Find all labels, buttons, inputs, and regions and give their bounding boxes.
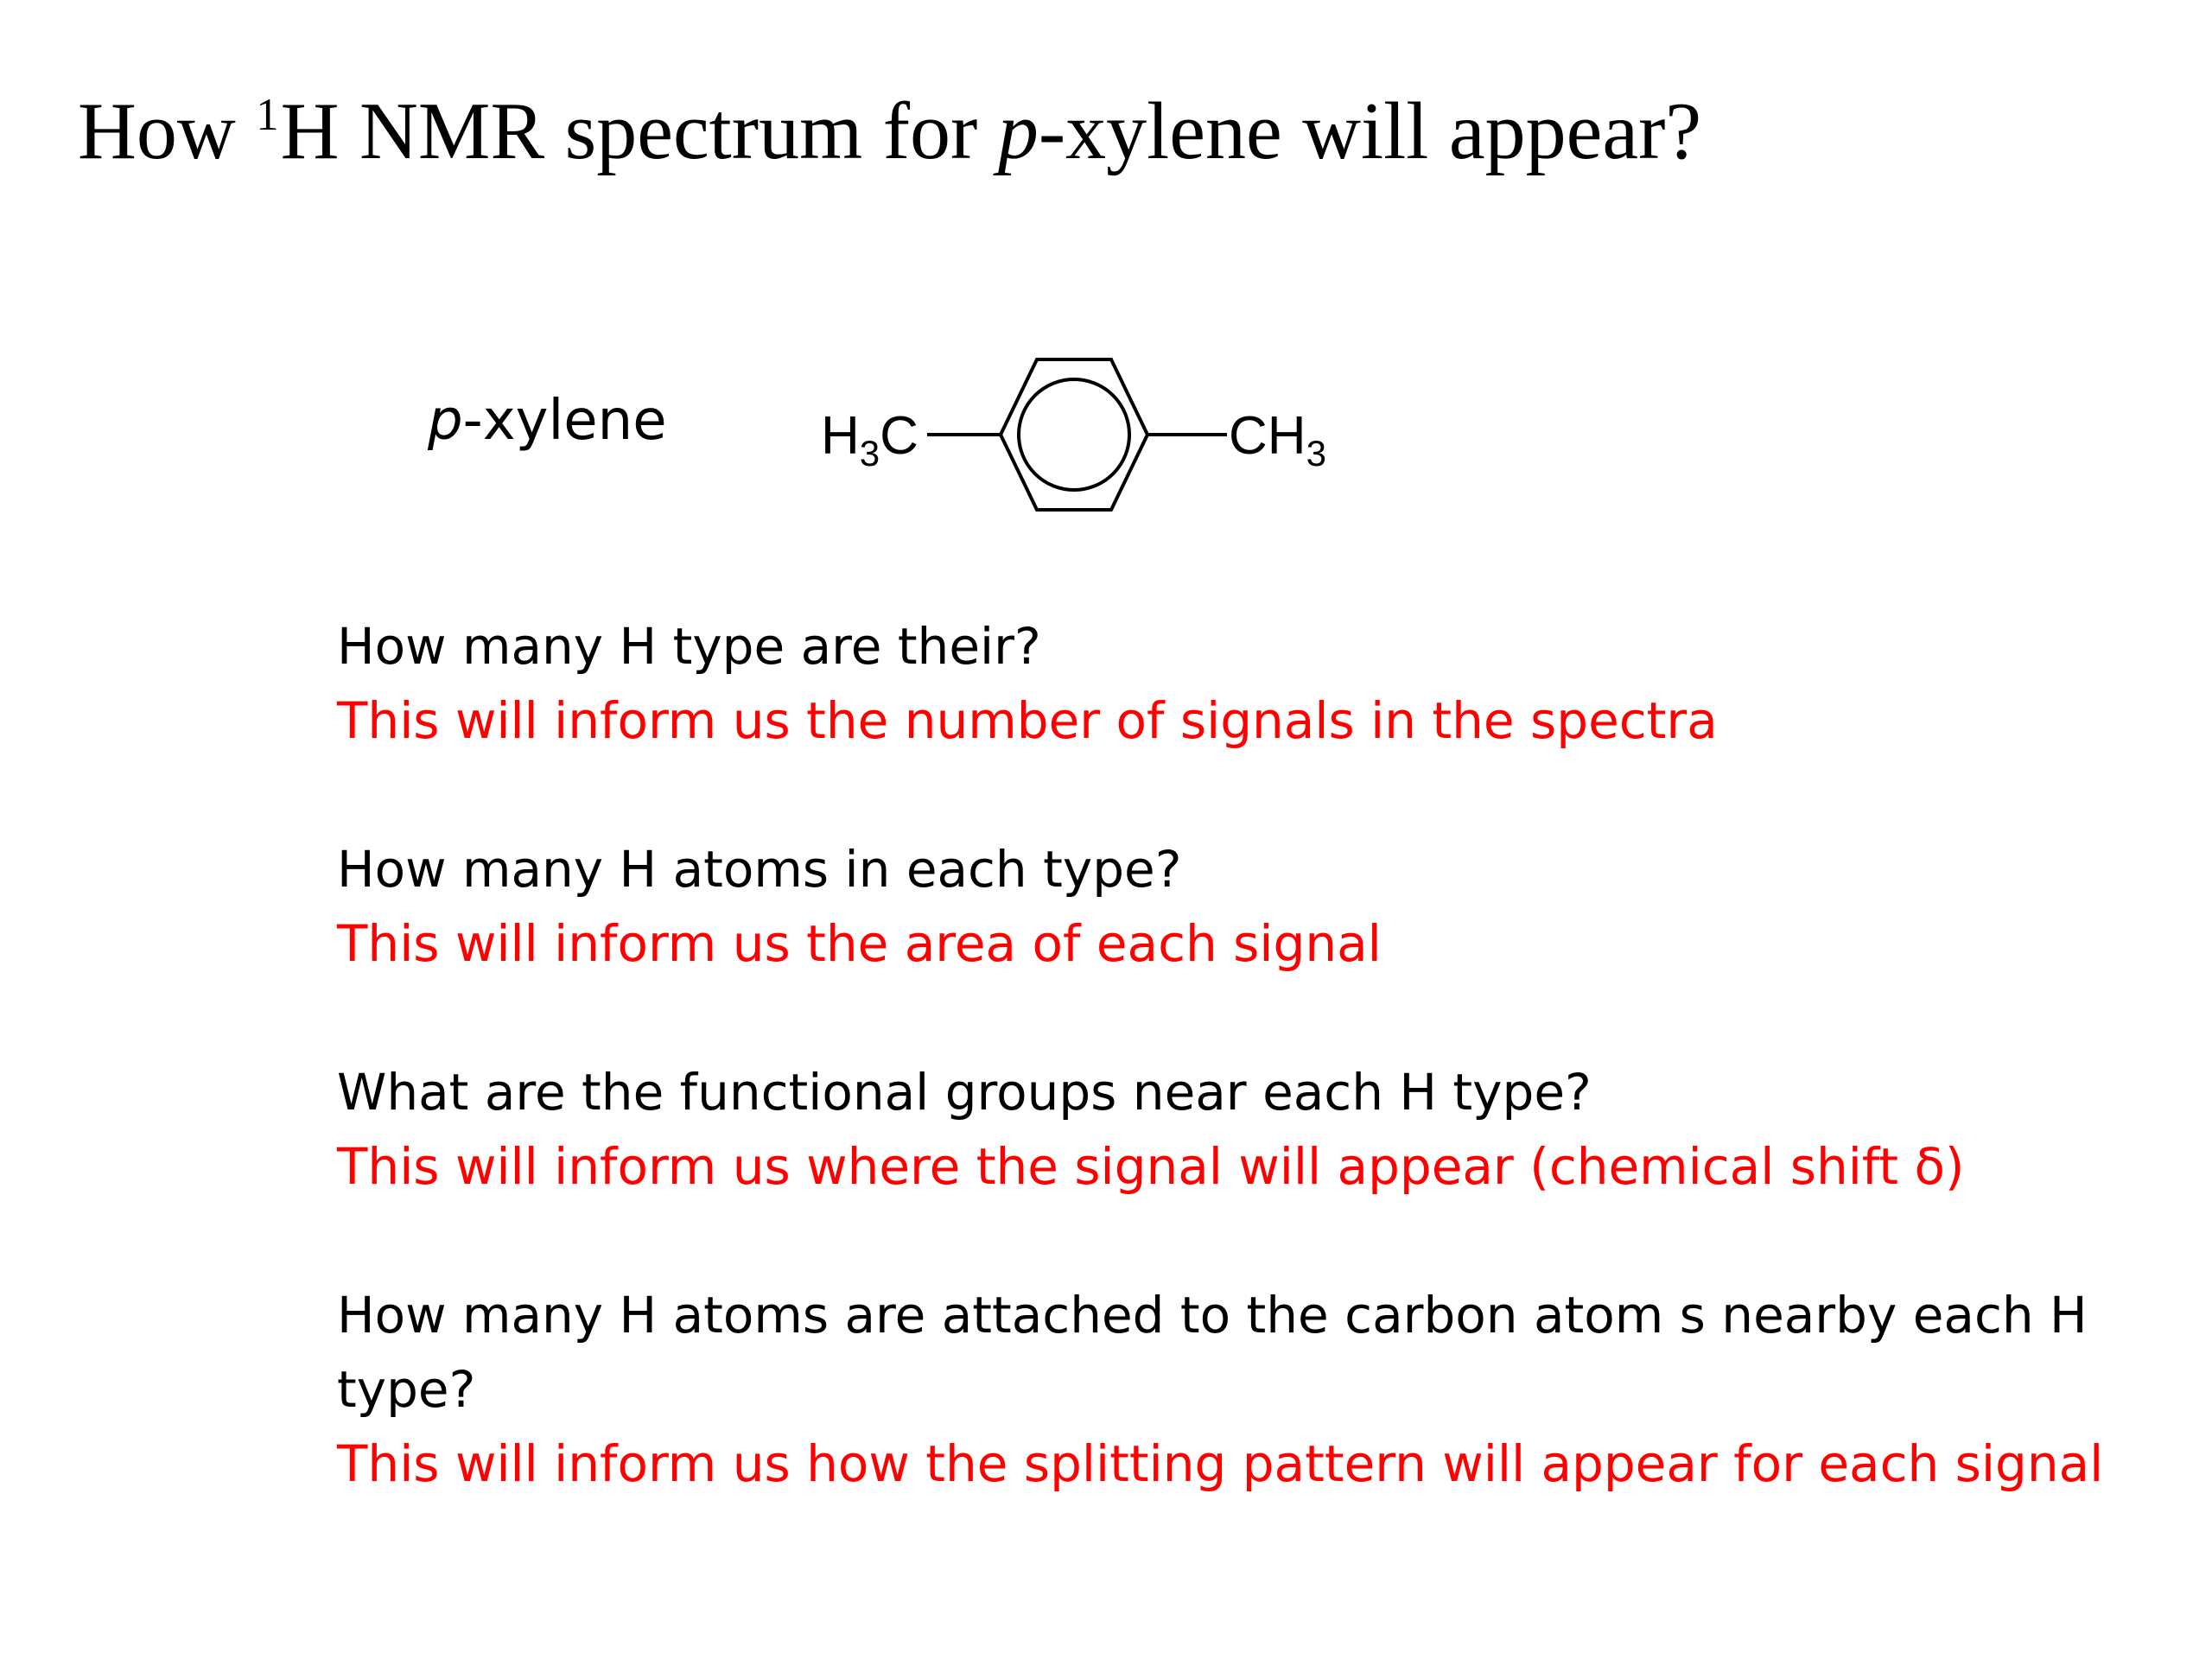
answer-text: This will inform us how the splitting pattern will appear for each signal <box>337 1434 2104 1493</box>
answer-text: This will inform us where the signal will appear (chemical shift δ) <box>337 1137 1965 1196</box>
title-suffix: -xylene will appear? <box>1038 86 1702 176</box>
question-text: How many H atoms are attached to the carbon atom s nearby each H type? <box>337 1286 2088 1419</box>
compound-name <box>428 389 667 453</box>
title-italic: p <box>997 86 1039 176</box>
question-text: How many H atoms in each type? <box>337 840 1182 899</box>
right-methyl-group: $CH_3$ <box>1229 406 1326 474</box>
compound-name-italic: p <box>428 389 463 453</box>
p-xylene-structure <box>778 328 1400 544</box>
left-methyl-group: $H_3C$ <box>821 406 918 474</box>
qa-block <box>337 609 2134 758</box>
title-prefix: How <box>78 86 257 176</box>
title-middle: H NMR spectrum for <box>280 86 998 176</box>
question-text: What are the functional groups near each H type? <box>337 1063 1592 1122</box>
question-answer-list <box>337 609 2134 1501</box>
question-text: How many H type are their? <box>337 617 1041 676</box>
qa-block <box>337 832 2134 981</box>
benzene-ring <box>1001 359 1147 510</box>
answer-text: This will inform us the number of signals in the spectra <box>337 691 1718 750</box>
qa-block <box>337 1055 2134 1204</box>
aromatic-circle <box>1019 379 1129 490</box>
title-superscript: 1 <box>256 90 279 141</box>
compound-name-rest: -xylene <box>462 389 667 453</box>
qa-block <box>337 1278 2134 1501</box>
slide-title <box>78 86 1702 176</box>
answer-text: This will inform us the area of each signal <box>337 914 1382 973</box>
